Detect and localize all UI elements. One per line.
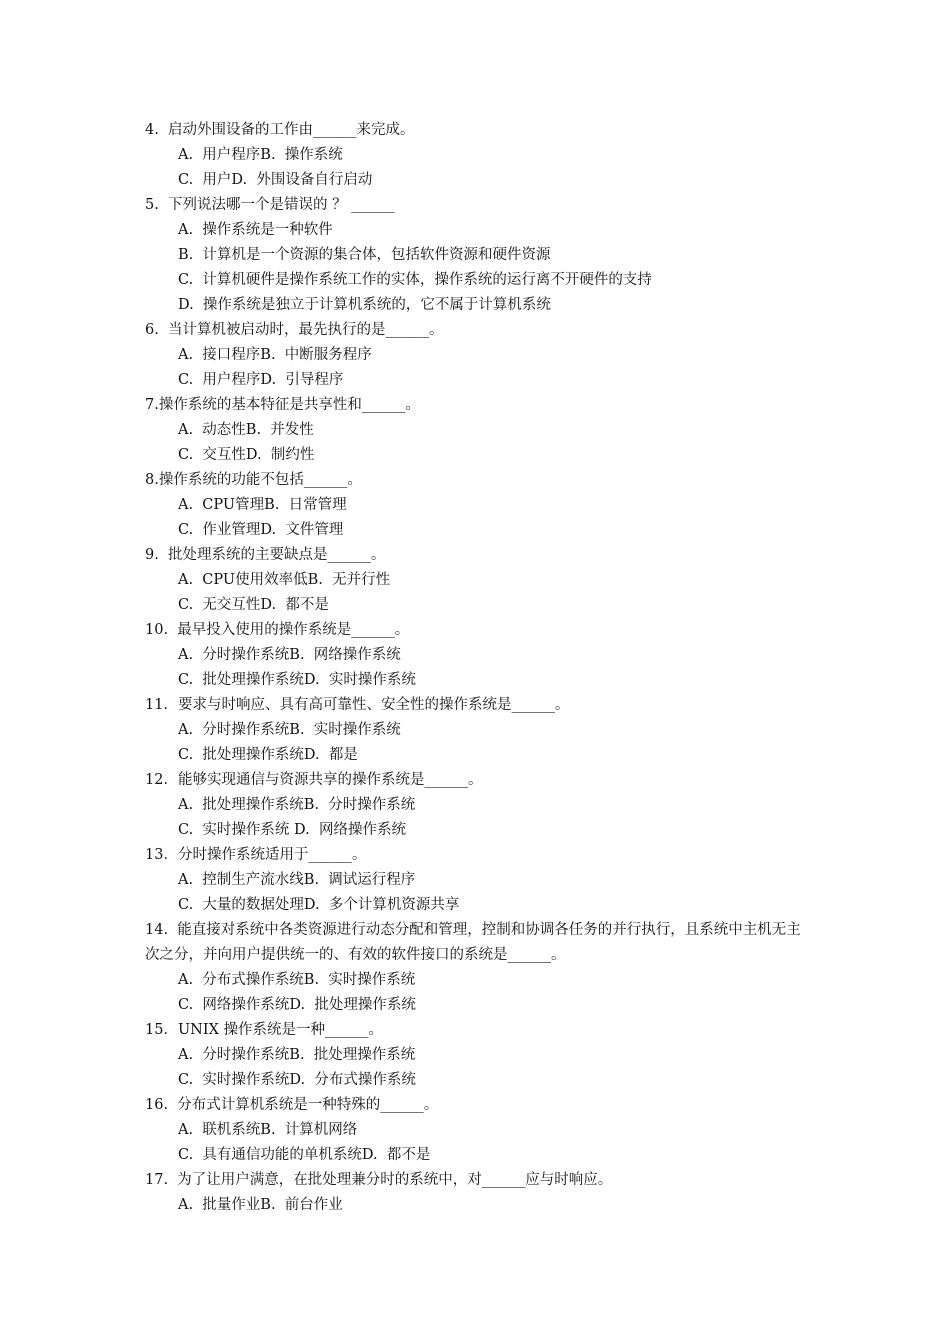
question-option: C. 网络操作系统D. 批处理操作系统 — [178, 997, 416, 1013]
question-option: B. 计算机是一个资源的集合体，包括软件资源和硬件资源 — [178, 247, 551, 263]
question-item — [145, 318, 810, 393]
question-option: A. 控制生产流水线B. 调试运行程序 — [178, 872, 416, 888]
question-stem: 6. 当计算机被启动时，最先执行的是______。 — [145, 322, 444, 338]
question-item — [145, 618, 810, 693]
question-option: C. 实时操作系统D. 分布式操作系统 — [178, 1072, 416, 1088]
question-option: C. 交互性D. 制约性 — [178, 447, 315, 463]
question-option: A. CPU使用效率低B. 无并行性 — [178, 572, 391, 588]
question-option: A. 联机系统B. 计算机网络 — [178, 1122, 358, 1138]
question-option: C. 大量的数据处理D. 多个计算机资源共享 — [178, 897, 460, 913]
question-stem: 4. 启动外围设备的工作由______来完成。 — [145, 122, 415, 138]
question-option: C. 批处理操作系统D. 实时操作系统 — [178, 672, 416, 688]
question-option: A. 分布式操作系统B. 实时操作系统 — [178, 972, 416, 988]
question-item — [145, 918, 810, 1018]
question-item — [145, 693, 810, 768]
question-stem: 12．能够实现通信与资源共享的操作系统是______。 — [145, 772, 483, 788]
question-item — [145, 393, 810, 468]
question-option: A. 批处理操作系统B. 分时操作系统 — [178, 797, 416, 813]
question-stem: 13．分时操作系统适用于______。 — [145, 847, 367, 863]
question-list — [145, 118, 810, 1218]
question-option: C. 用户D. 外围设备自行启动 — [178, 172, 373, 188]
question-stem: 7.操作系统的基本特征是共享性和______。 — [145, 397, 420, 413]
question-item — [145, 1168, 810, 1218]
question-item — [145, 193, 810, 318]
question-option: C. 无交互性D. 都不是 — [178, 597, 329, 613]
question-option: A. 批量作业B. 前台作业 — [178, 1197, 343, 1213]
question-item — [145, 118, 810, 193]
question-option: A. 用户程序B. 操作系统 — [178, 147, 343, 163]
question-option: A. 接口程序B. 中断服务程序 — [178, 347, 372, 363]
question-option: C. 用户程序D. 引导程序 — [178, 372, 344, 388]
question-option: A. 分时操作系统B. 网络操作系统 — [178, 647, 401, 663]
question-item — [145, 1018, 810, 1093]
question-option: A. 分时操作系统B. 批处理操作系统 — [178, 1047, 416, 1063]
question-item — [145, 468, 810, 543]
question-option: D. 操作系统是独立于计算机系统的，它不属于计算机系统 — [178, 297, 551, 313]
question-option: C. 实时操作系统 D. 网络操作系统 — [178, 822, 406, 838]
question-stem: 15．UNIX 操作系统是一种______。 — [145, 1022, 384, 1038]
question-stem: 8.操作系统的功能不包括______。 — [145, 472, 362, 488]
question-option: A. 动态性B. 并发性 — [178, 422, 314, 438]
question-item — [145, 768, 810, 843]
question-option: C. 作业管理D. 文件管理 — [178, 522, 344, 538]
question-option: A. 分时操作系统B. 实时操作系统 — [178, 722, 401, 738]
question-stem: 11．要求与时响应、具有高可靠性、安全性的操作系统是______。 — [145, 697, 570, 713]
question-item — [145, 843, 810, 918]
question-option: A. 操作系统是一种软件 — [178, 222, 333, 238]
question-option: C. 批处理操作系统D. 都是 — [178, 747, 358, 763]
question-item — [145, 543, 810, 618]
question-option: C. 具有通信功能的单机系统D. 都不是 — [178, 1147, 431, 1163]
question-stem: 5. 下列说法哪一个是错误的 ？ ______ — [145, 197, 395, 213]
question-stem: 9. 批处理系统的主要缺点是______。 — [145, 547, 386, 563]
question-stem: 17. 为了让用户满意，在批处理兼分时的系统中，对______应与时响应。 — [145, 1172, 613, 1188]
question-stem: 14. 能直接对系统中各类资源进行动态分配和管理，控制和协调各任务的并行执行，且系统中主机无主次之分，并向用户提供统一的、有效的软件接口的系统是______。 — [145, 922, 801, 963]
question-item — [145, 1093, 810, 1168]
question-option: A. CPU管理B. 日常管理 — [178, 497, 347, 513]
question-stem: 16. 分布式计算机系统是一种特殊的______。 — [145, 1097, 439, 1113]
question-stem: 10. 最早投入使用的操作系统是______。 — [145, 622, 410, 638]
question-option: C. 计算机硬件是操作系统工作的实体，操作系统的运行离不开硬件的支持 — [178, 272, 652, 288]
